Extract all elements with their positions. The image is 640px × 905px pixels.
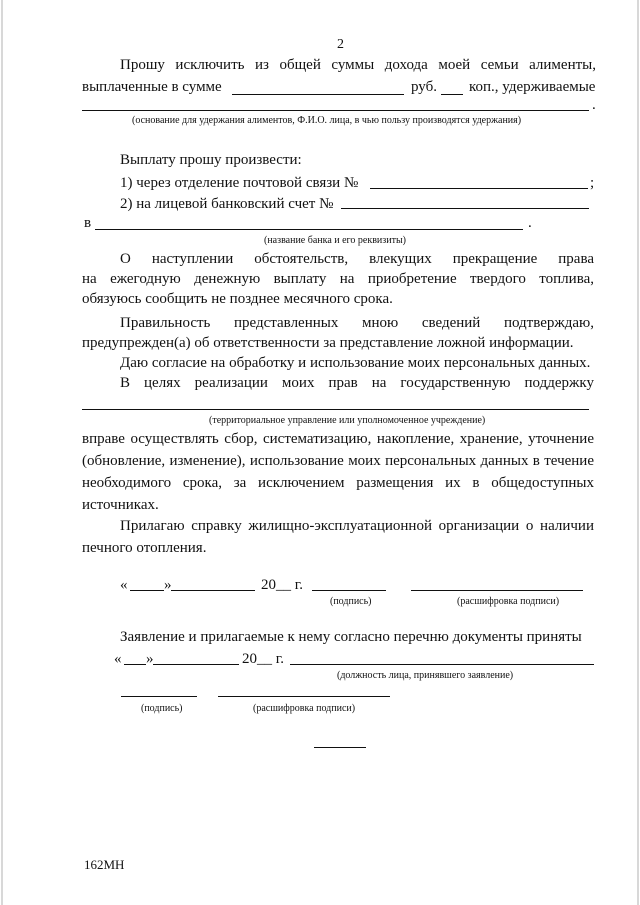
rub-label: руб. xyxy=(411,79,437,95)
receiver-position-caption: (должность лица, принявшего заявление) xyxy=(337,670,514,681)
bank-caption: (название банка и его реквизиты) xyxy=(264,235,406,246)
receiver-signature-field[interactable] xyxy=(121,696,197,697)
consent-line: Даю согласие на обработку и использование моих персональных данных. xyxy=(120,355,591,371)
end-divider xyxy=(314,747,366,748)
bank-name-field[interactable] xyxy=(95,229,523,230)
withholding-basis-field[interactable] xyxy=(82,110,589,111)
data-processing-line-3: (обновление, изменение), использование моих персональных данных в течение xyxy=(82,453,594,469)
accuracy-line-2: предупрежден(а) об ответственности за представление ложной информации. xyxy=(82,335,574,351)
alimony-amount-rub-field[interactable] xyxy=(232,94,404,95)
data-processing-line-4: необходимого срока, за исключением размещения их в общедоступных xyxy=(82,475,594,491)
signature-caption-1: (подпись) xyxy=(330,596,372,607)
page-right-edge xyxy=(637,0,639,905)
date2-close-quote: » xyxy=(146,651,154,667)
decoding-caption-2: (расшифровка подписи) xyxy=(253,703,356,714)
receiver-signature-decoding-field[interactable] xyxy=(218,696,390,697)
alimony-request-line-2-start: выплаченные в сумме xyxy=(82,79,222,95)
withholding-basis-end: . xyxy=(592,97,596,113)
date1-close-quote: » xyxy=(164,577,172,593)
authority-field[interactable] xyxy=(82,409,589,410)
date1-open-quote: « xyxy=(120,577,128,593)
date2-year: 20__ г. xyxy=(242,651,284,667)
attachment-line-1: Прилагаю справку жилищно-эксплуатационной организации о наличии xyxy=(120,518,594,534)
payment-heading: Выплату прошу произвести: xyxy=(120,152,302,168)
decoding-caption-1: (расшифровка подписи) xyxy=(457,596,560,607)
date1-month-field[interactable] xyxy=(171,590,255,591)
page-number: 2 xyxy=(337,37,344,52)
withholding-basis-caption: (основание для удержания алиментов, Ф.И.О. лица, в чью пользу производятся удержания) xyxy=(132,115,522,126)
payment-option-post: 1) через отделение почтовой связи № xyxy=(120,175,359,191)
alimony-amount-kop-field[interactable] xyxy=(441,94,463,95)
circumstances-line-1: О наступлении обстоятельств, влекущих прекращение права xyxy=(120,251,594,267)
page-left-edge xyxy=(1,0,3,905)
accuracy-line-1: Правильность представленных мною сведений подтверждаю, xyxy=(120,315,594,331)
post-office-number-field[interactable] xyxy=(370,188,588,189)
date2-day-field[interactable] xyxy=(124,664,146,665)
date2-month-field[interactable] xyxy=(153,664,239,665)
bank-account-number-field[interactable] xyxy=(341,208,589,209)
data-processing-line-1: В целях реализации моих прав на государственную поддержку xyxy=(120,375,594,391)
applicant-signature-decoding-field[interactable] xyxy=(411,590,583,591)
signature-caption-2: (подпись) xyxy=(141,703,183,714)
circumstances-line-2: на ежегодную денежную выплату на приобретение твердого топлива, xyxy=(82,271,594,287)
data-processing-line-2: вправе осуществлять сбор, систематизацию, накопление, хранение, уточнение xyxy=(82,431,594,447)
footer-code: 162МН xyxy=(84,857,125,872)
date2-open-quote: « xyxy=(114,651,122,667)
circumstances-line-3: обязуюсь сообщить не позднее месячного срока. xyxy=(82,291,393,307)
payment-option-bank: 2) на лицевой банковский счет № xyxy=(120,196,334,212)
date1-day-field[interactable] xyxy=(130,590,164,591)
payment-option-post-end: ; xyxy=(590,175,595,191)
data-processing-line-5: источниках. xyxy=(82,497,159,513)
authority-caption: (территориальное управление или уполномоченное учреждение) xyxy=(209,415,486,426)
alimony-request-line-1: Прошу исключить из общей суммы дохода моей семьи алименты, xyxy=(120,57,596,73)
bank-line-end: . xyxy=(528,215,532,231)
applicant-signature-field[interactable] xyxy=(312,590,386,591)
bank-prefix: в xyxy=(84,215,92,231)
date1-year: 20__ г. xyxy=(261,577,303,593)
receiver-position-field[interactable] xyxy=(290,664,594,665)
attachment-line-2: печного отопления. xyxy=(82,540,207,556)
kop-withheld-label: коп., удерживаемые xyxy=(469,79,596,95)
acceptance-line: Заявление и прилагаемые к нему согласно перечню документы приняты xyxy=(120,629,582,645)
